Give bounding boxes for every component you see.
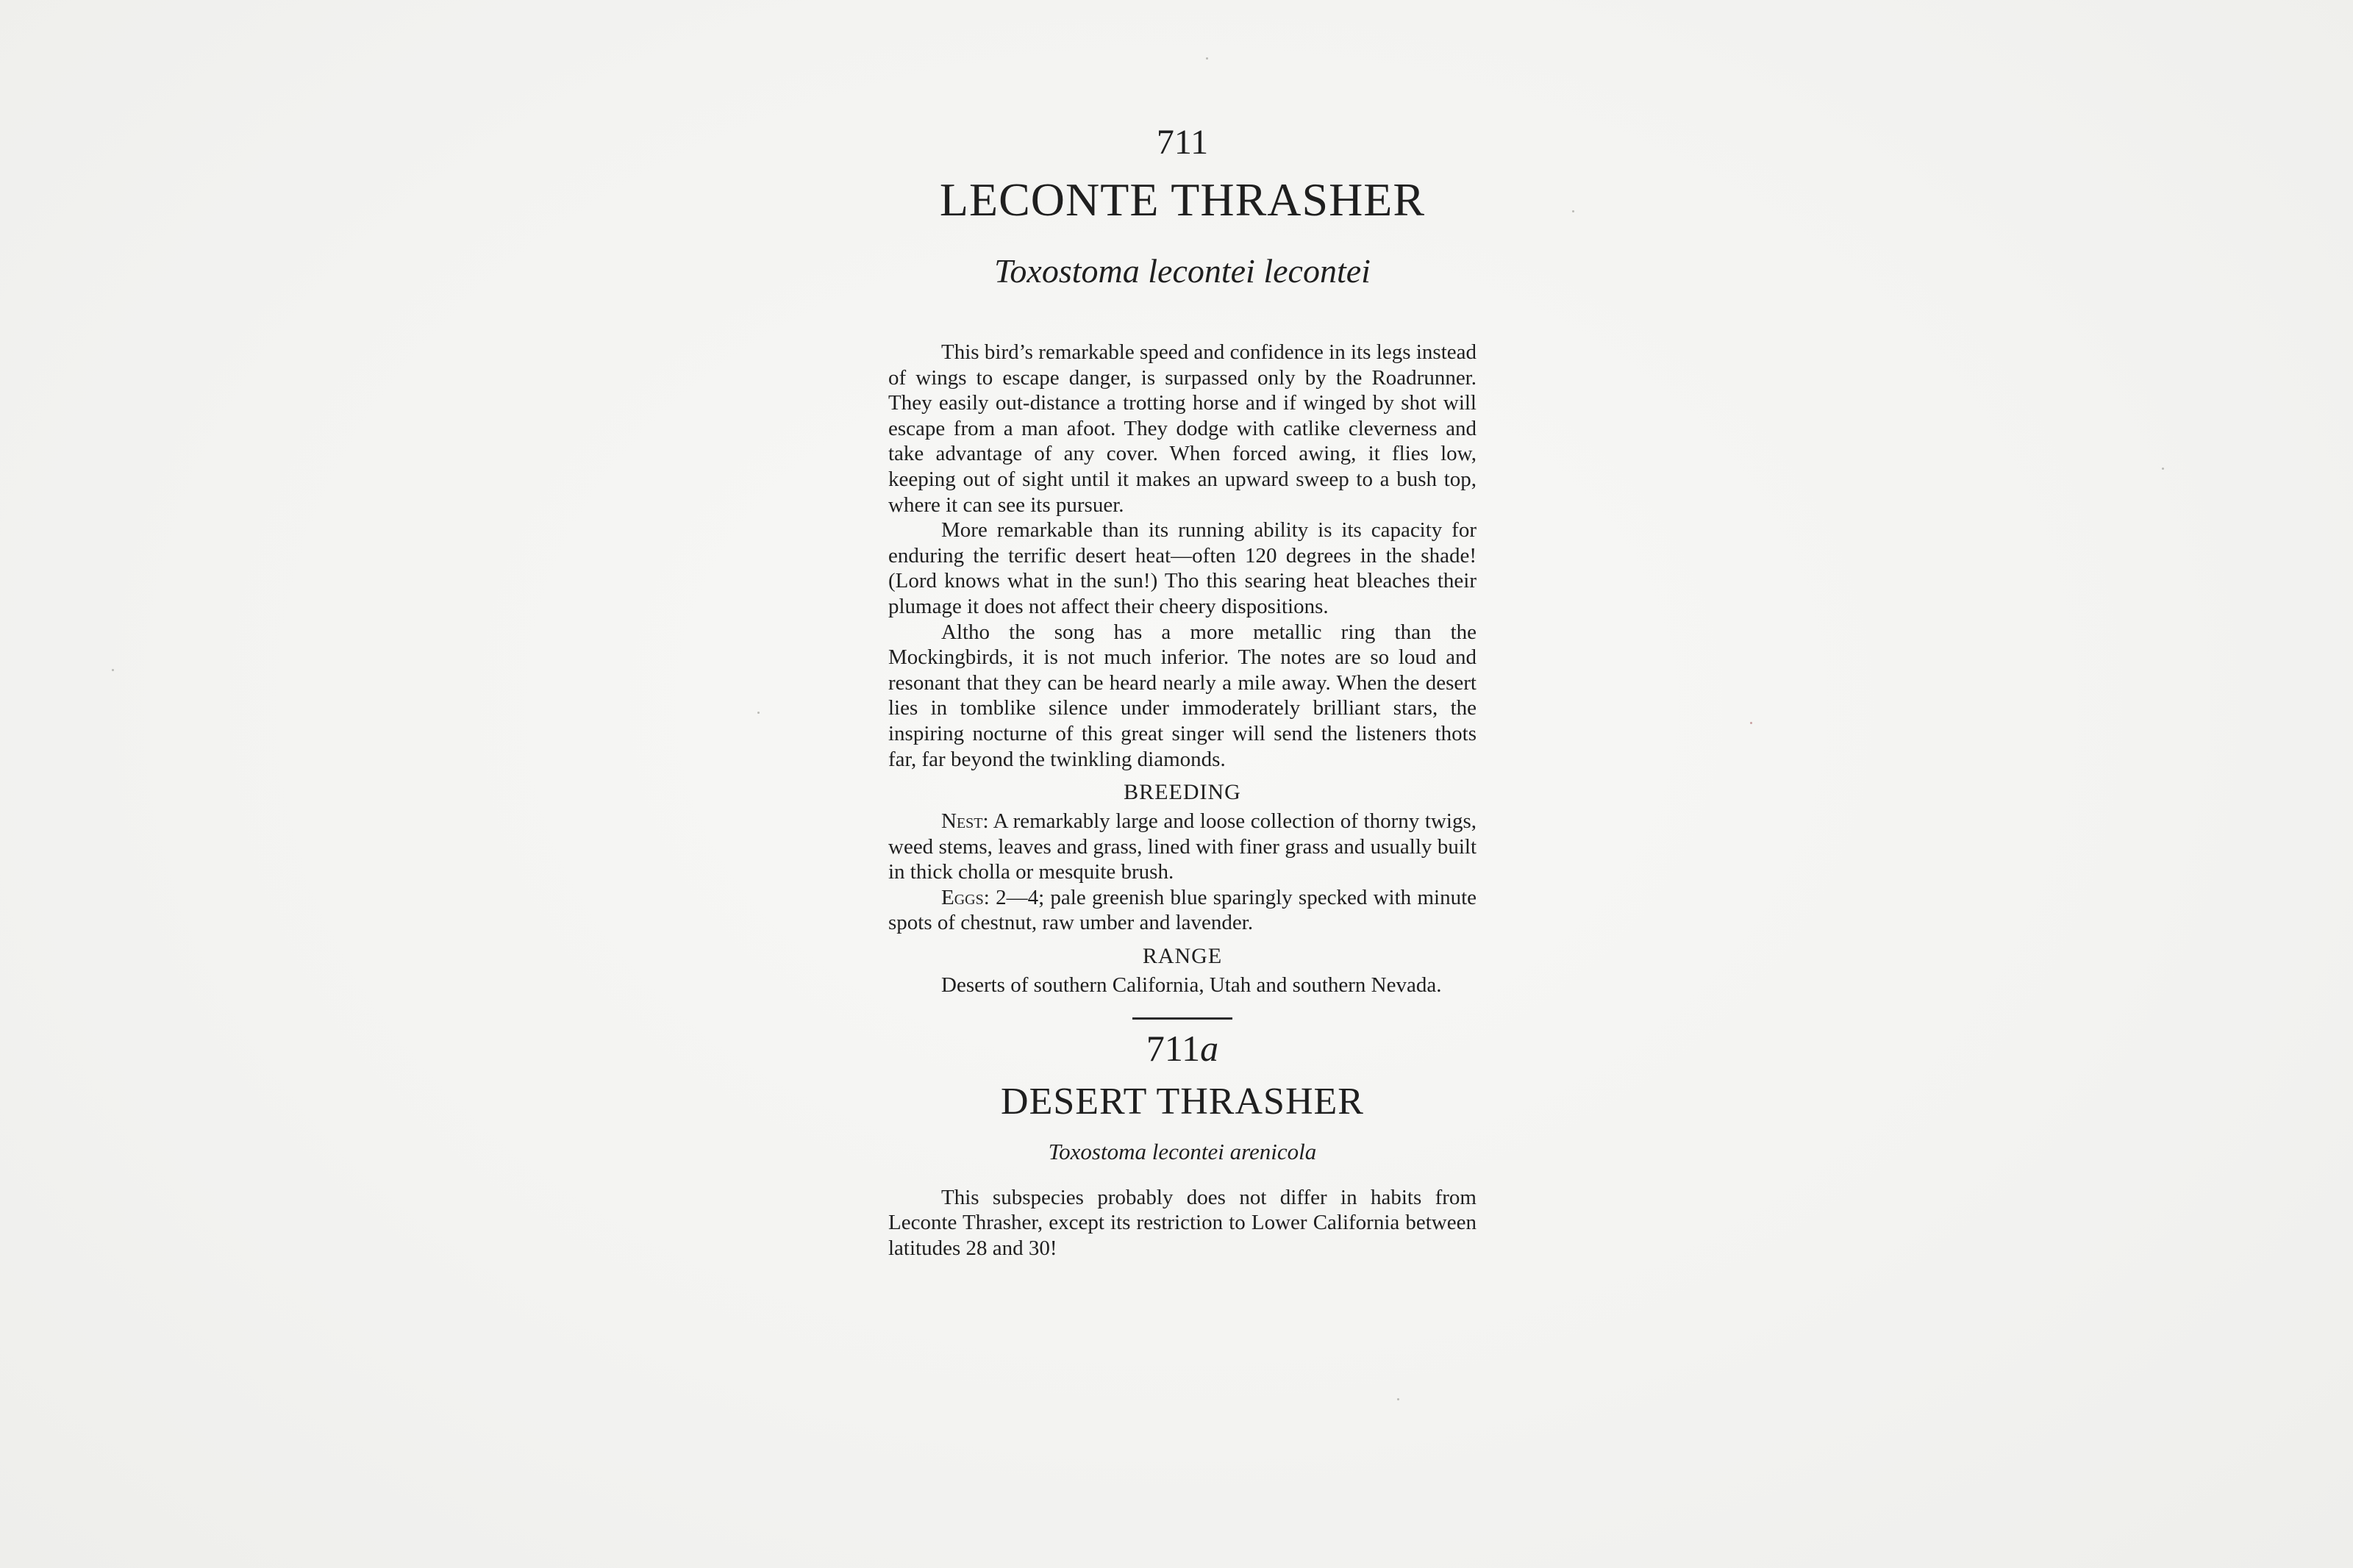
- subspecies-description: [888, 1185, 1477, 1261]
- nest-paragraph: [888, 809, 1477, 885]
- species-common-name: LECONTE THRASHER: [939, 173, 1426, 226]
- eggs-paragraph: [888, 885, 1477, 936]
- subspecies-number: [888, 1027, 1477, 1069]
- description-paragraph-1: This bird’s remarkable speed and confidence in its legs instead of wings to escape danger, is surpassed only by the Roadrunner. They easily out-distance a trotting horse and if winged by shot will escape from a man afoot. They dodge with catlike cleverness and take advantage of any cover. When forced awing, it flies low, keeping out of sight until it makes an upward sweep to a bush top, where it can see its pursuer.: [888, 340, 1477, 517]
- species-scientific-name: Toxostoma lecontei lecontei: [994, 252, 1371, 290]
- range-paragraph: Deserts of southern California, Utah and southern Nevada.: [941, 973, 1442, 998]
- paper-speck: [2162, 468, 2164, 470]
- species-description: [888, 340, 1477, 998]
- nest-text: : A remarkably large and loose collection of thorny twigs, weed stems, leaves and grass, lined with finer grass and usually built in thick cholla or mesquite brush.: [888, 809, 1477, 884]
- eggs-text: : 2—4; pale greenish blue sparingly specked with minute spots of chestnut, raw umber and lavender.: [888, 885, 1477, 935]
- paper-speck: [1750, 722, 1752, 724]
- subspecies-number-base: 711: [1146, 1027, 1201, 1069]
- section-divider: [1132, 1017, 1232, 1020]
- species-number: 711: [1156, 123, 1209, 162]
- paper-speck: [1206, 57, 1208, 60]
- description-paragraph-3: Altho the song has a more metallic ring than the Mockingbirds, it is not much inferior. The notes are so loud and resonant that they can be heard nearly a mile away. When the desert lies in tomblike silence under immoderately brilliant stars, the inspiring nocturne of this great singer will send the listeners thots far, far beyond the twinkling diamonds.: [888, 620, 1477, 771]
- subspecies-paragraph: This subspecies probably does not differ in habits from Leconte Thrasher, except its restriction to Lower California between latitudes 28 and 30!: [888, 1185, 1477, 1260]
- text-column: [888, 125, 1477, 1261]
- paper-speck: [757, 712, 760, 714]
- range-heading: RANGE: [1142, 944, 1223, 969]
- subspecies-number-suffix: a: [1200, 1027, 1219, 1069]
- subspecies-scientific-name: Toxostoma lecontei arenicola: [1048, 1138, 1317, 1164]
- breeding-heading: BREEDING: [1124, 780, 1241, 805]
- subspecies-common-name: DESERT THRASHER: [1001, 1080, 1364, 1123]
- paper-speck: [1572, 210, 1574, 212]
- nest-label: Nest: [941, 809, 983, 834]
- eggs-label: Eggs: [941, 885, 984, 909]
- paper-speck: [1397, 1398, 1399, 1400]
- paper-speck: [112, 669, 114, 671]
- description-paragraph-2: More remarkable than its running ability is its capacity for enduring the terrific desert heat—often 120 degrees in the shade! (Lord knows what in the sun!) Tho this searing heat bleaches their plumage it does not affect their cheery dispositions.: [888, 518, 1477, 618]
